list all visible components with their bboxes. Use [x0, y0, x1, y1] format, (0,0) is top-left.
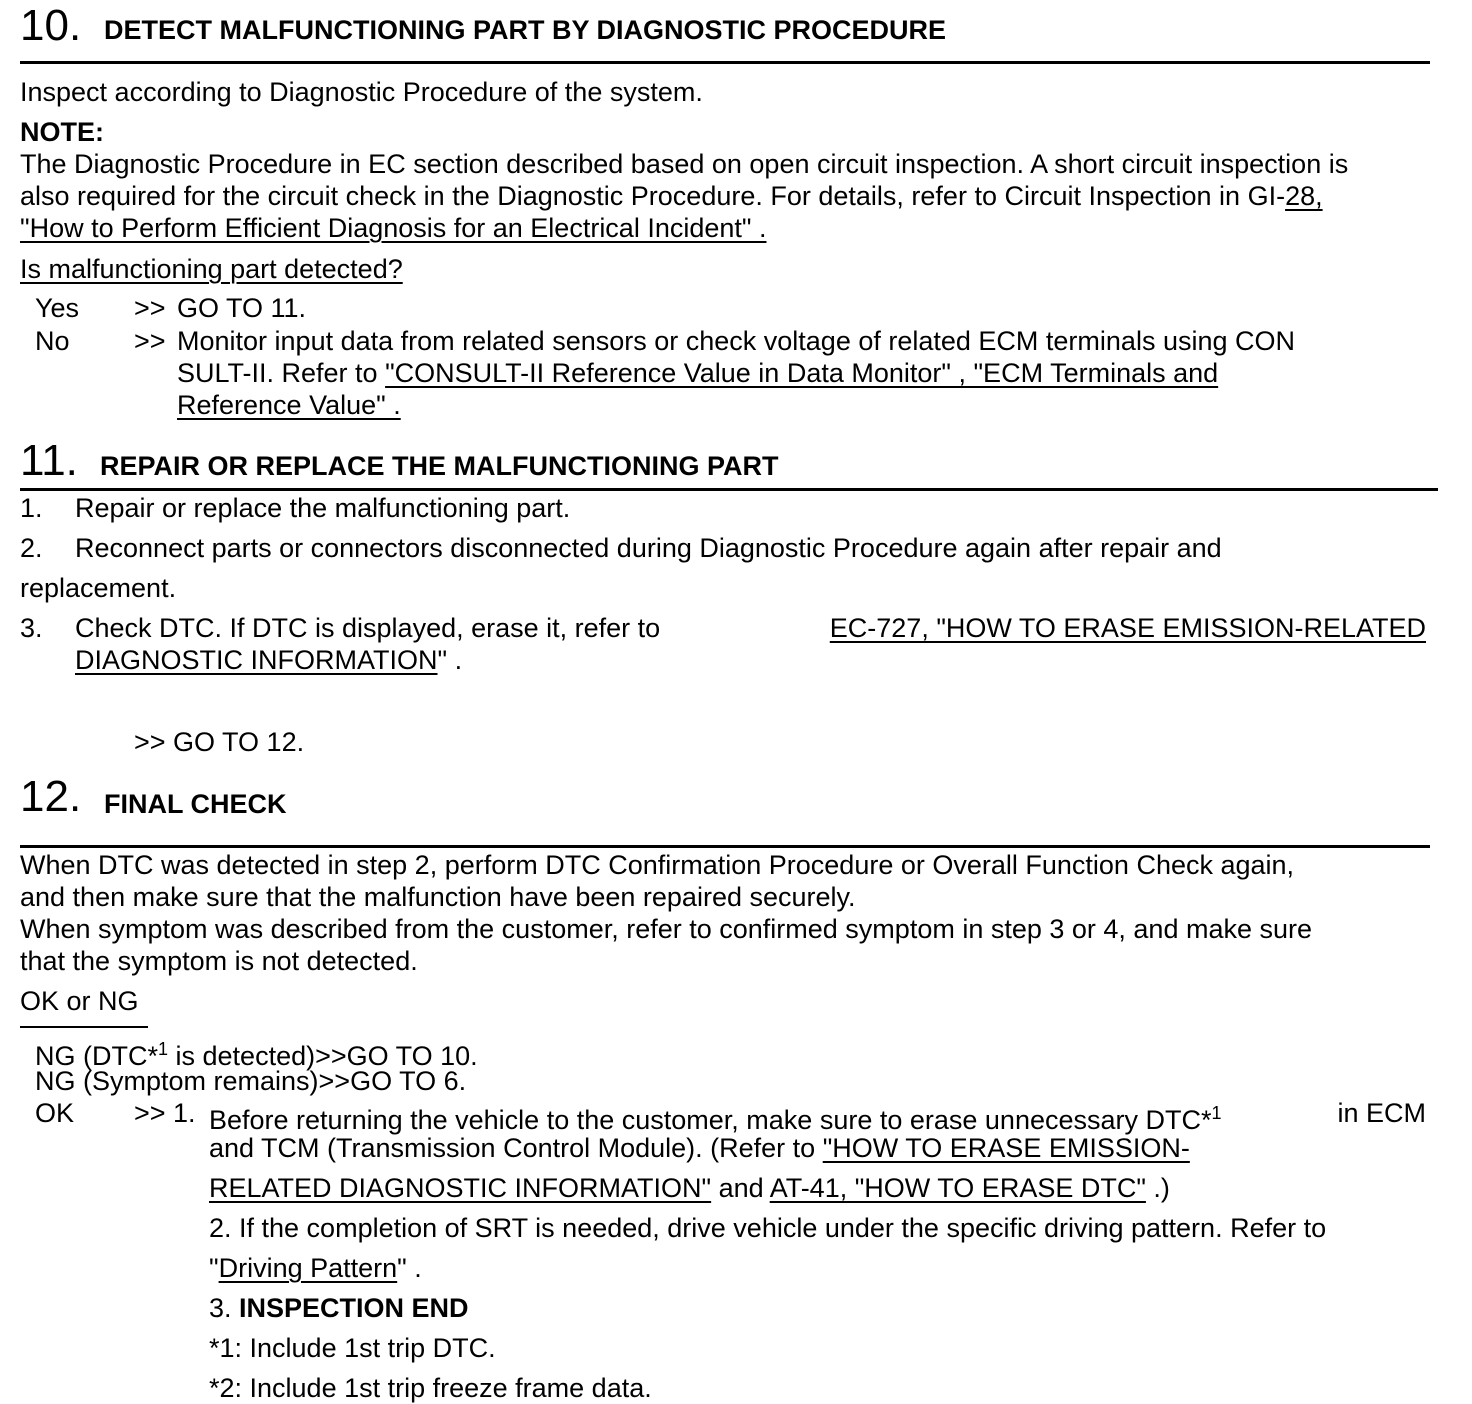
s12-ok-2-end: " .: [397, 1253, 422, 1283]
s12-question-rule: [20, 1026, 148, 1028]
s10-intro: Inspect according to Diagnostic Procedure of the system.: [20, 77, 703, 107]
s10-no-label: No: [35, 326, 70, 356]
reference-value-link[interactable]: Reference Value" .: [177, 390, 401, 420]
section-10-number: 10.: [20, 1, 82, 50]
s12-ok-1-line-3: [209, 1172, 1170, 1204]
s12-ok-2-line-2: [209, 1252, 422, 1284]
s12-ng-dtc-go: is detected)>>GO TO 10.: [168, 1041, 478, 1071]
s12-para-1-line-1: When DTC was detected in step 2, perform DTC Confirmation Procedure or Overall Function Check again,: [20, 850, 1295, 880]
section-12-title: FINAL CHECK: [104, 789, 287, 819]
s12-ok-1-in-ecm: in ECM: [1337, 1098, 1426, 1128]
at-41-link[interactable]: AT-41, "HOW TO ERASE DTC": [769, 1173, 1146, 1203]
s10-yes-text: GO TO 11.: [177, 293, 307, 323]
ec-727-link[interactable]: EC-727, "HOW TO ERASE EMISSION-RELATED: [829, 613, 1426, 643]
s12-ok-3-number: 3.: [209, 1293, 240, 1323]
s12-para-2-line-2: that the symptom is not detected.: [20, 946, 418, 976]
s12-ok-label: OK: [35, 1098, 75, 1128]
s12-ok-1-footnote-mark: 1: [1211, 1103, 1222, 1123]
inspection-end: INSPECTION END: [239, 1293, 469, 1323]
s12-ok-1-end: .): [1145, 1173, 1170, 1203]
s12-para-1-line-2: and then make sure that the malfunction have been repaired securely.: [20, 882, 856, 912]
footnote-2: *2: Include 1st trip freeze frame data.: [209, 1373, 652, 1403]
s10-note-label: NOTE:: [20, 117, 104, 147]
s10-note-line-2: [20, 180, 1323, 212]
s10-no-arrow: >>: [134, 326, 166, 356]
section-11-title: REPAIR OR REPLACE THE MALFUNCTIONING PART: [100, 451, 779, 481]
s12-ng-symptom: NG (Symptom remains)>>GO TO 6.: [35, 1066, 467, 1096]
s10-note-line-1: The Diagnostic Procedure in EC section described based on open circuit inspection. A short circuit inspection is: [20, 149, 1349, 179]
s11-step-3-cont: [75, 644, 462, 676]
s11-step-3: [75, 612, 1426, 644]
s12-ng-dtc-footnote-mark: 1: [158, 1039, 169, 1059]
s12-para-2-line-1: When symptom was described from the customer, refer to confirmed symptom in step 3 or 4, and make sure: [20, 914, 1313, 944]
s12-ok-1-text: Before returning the vehicle to the customer, make sure to erase unnecessary DTC*: [209, 1105, 1212, 1135]
section-10-title: DETECT MALFUNCTIONING PART BY DIAGNOSTIC PROCEDURE: [104, 15, 947, 45]
s10-note-line-2-text: also required for the circuit check in the Diagnostic Procedure. For details, refer to Circuit Inspection in GI-: [20, 181, 1286, 211]
s12-ok-1-and: and: [711, 1173, 770, 1203]
s10-no-line-2: [177, 357, 1218, 389]
s10-no-line-2-text: SULT-II. Refer to: [177, 358, 386, 388]
s12-ok-2-line-1: 2. If the completion of SRT is needed, drive vehicle under the specific driving pattern. Refer to: [209, 1213, 1327, 1243]
s12-ok-3: [209, 1292, 469, 1324]
s12-ok-2-quote: ": [209, 1253, 219, 1283]
s12-ok-1-line-1: [209, 1097, 1426, 1136]
consult-ii-reference-link[interactable]: "CONSULT-II Reference Value in Data Monitor" , "ECM Terminals and: [385, 358, 1219, 388]
s11-step-2-cont: replacement.: [20, 573, 177, 603]
s11-step-3-end: " .: [437, 645, 463, 675]
s10-yes-arrow: >>: [134, 293, 166, 323]
diagnostic-information-link[interactable]: DIAGNOSTIC INFORMATION: [75, 645, 438, 675]
footnote-1: *1: Include 1st trip DTC.: [209, 1333, 496, 1363]
s12-ok-arrow: >> 1.: [134, 1098, 196, 1128]
section-12-number: 12.: [20, 772, 82, 821]
how-to-perform-diagnosis-link[interactable]: "How to Perform Efficient Diagnosis for an Electrical Incident" .: [20, 213, 767, 243]
s11-step-3-number: 3.: [20, 613, 43, 643]
s10-yes-label: Yes: [35, 293, 80, 323]
how-to-erase-emission-link[interactable]: "HOW TO ERASE EMISSION-: [822, 1133, 1190, 1163]
gi-28-link[interactable]: 28,: [1285, 181, 1323, 211]
s11-step-3-text: Check DTC. If DTC is displayed, erase it, refer to: [75, 613, 661, 643]
section-12-rule: [20, 845, 1430, 848]
s11-go-to: >> GO TO 12.: [134, 727, 305, 757]
s12-ok-1-line-2: [209, 1132, 1190, 1164]
driving-pattern-link[interactable]: Driving Pattern: [218, 1253, 398, 1283]
s11-step-1: Repair or replace the malfunctioning part.: [75, 493, 571, 523]
s10-question: Is malfunctioning part detected?: [20, 254, 403, 284]
s10-no-line-1: Monitor input data from related sensors or check voltage of related ECM terminals using CON: [177, 326, 1295, 356]
s11-step-2: Reconnect parts or connectors disconnected during Diagnostic Procedure again after repair and: [75, 533, 1222, 563]
s12-ok-1-line-2-text: and TCM (Transmission Control Module). (Refer to: [209, 1133, 823, 1163]
section-10-rule: [20, 61, 1430, 64]
s11-step-1-number: 1.: [20, 493, 43, 523]
related-diagnostic-information-link[interactable]: RELATED DIAGNOSTIC INFORMATION": [209, 1173, 712, 1203]
section-11-rule: [20, 488, 1438, 491]
s12-question: OK or NG: [20, 986, 139, 1016]
s11-step-2-number: 2.: [20, 533, 43, 563]
section-11-number: 11.: [20, 436, 78, 485]
s12-ng-dtc-text: NG (DTC*: [35, 1041, 158, 1071]
